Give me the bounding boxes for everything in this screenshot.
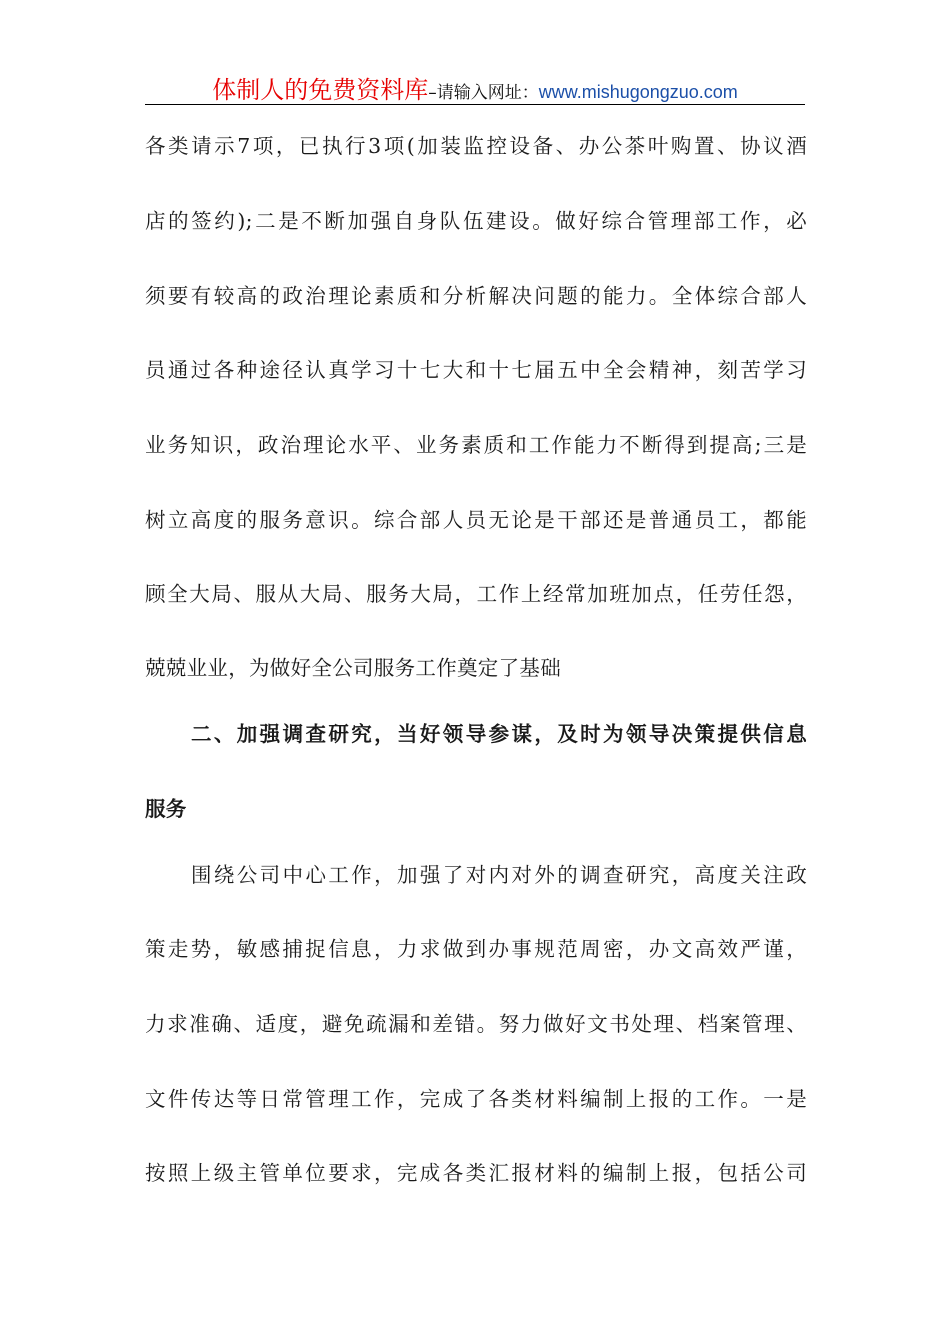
body-line-6: 树立高度的服务意识。综合部人员无论是干部还是普通员工，都能 [145, 508, 807, 532]
body-line-7: 顾全大局、服从大局、服务大局，工作上经常加班加点，任劳任怨， [145, 582, 807, 606]
body-line-3: 须要有较高的政治理论素质和分析解决问题的能力。全体综合部人 [145, 284, 807, 308]
header-brand: 体制人的免费资料库 [212, 76, 429, 104]
body-line-11: 围绕公司中心工作，加强了对内对外的调查研究，高度关注政 [191, 863, 807, 887]
header-url[interactable]: www.mishugongzuo.com [538, 82, 738, 102]
body-line-14: 文件传达等日常管理工作，完成了各类材料编制上报的工作。一是 [145, 1087, 807, 1111]
page-header [145, 70, 805, 105]
body-line-12: 策走势，敏感捕捉信息，力求做到办事规范周密，办文高效严谨， [145, 937, 807, 961]
body-line-4: 员通过各种途径认真学习十七大和十七届五中全会精神，刻苦学习 [145, 358, 807, 382]
body-line-1: 各类请示7项，已执行3项(加装监控设备、办公茶叶购置、协议酒 [145, 134, 807, 158]
header-prompt: –请输入网址： [428, 83, 539, 103]
body-line-15: 按照上级主管单位要求，完成各类汇报材料的编制上报，包括公司 [145, 1161, 807, 1185]
body-line-5: 业务知识，政治理论水平、业务素质和工作能力不断得到提高;三是 [145, 433, 807, 457]
section-heading-cont: 服务 [145, 797, 187, 821]
section-heading: 二、加强调查研究，当好领导参谋，及时为领导决策提供信息 [191, 722, 807, 746]
body-line-8: 兢兢业业，为做好全公司服务工作奠定了基础 [145, 656, 561, 680]
body-line-2: 店的签约);二是不断加强自身队伍建设。做好综合管理部工作，必 [145, 209, 807, 233]
body-line-13: 力求准确、适度，避免疏漏和差错。努力做好文书处理、档案管理、 [145, 1012, 807, 1036]
